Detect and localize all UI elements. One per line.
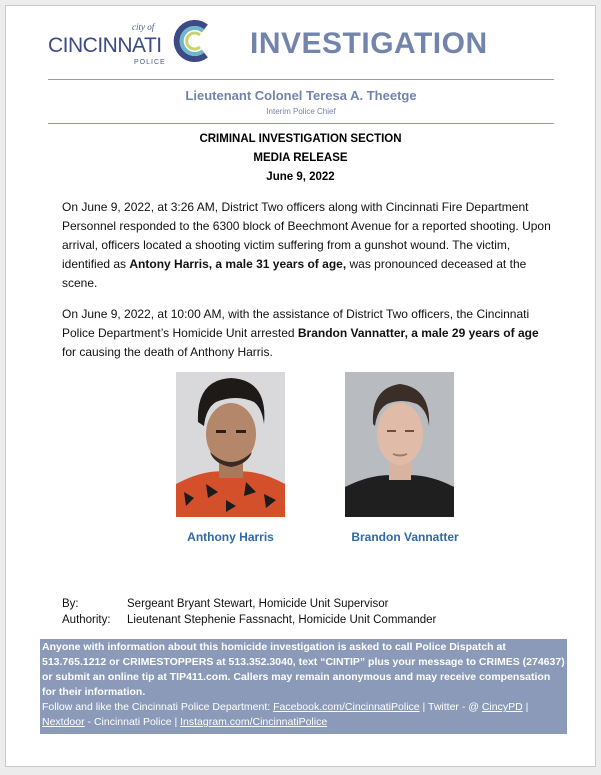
- facebook-link[interactable]: Facebook.com/CincinnatiPolice: [273, 701, 420, 713]
- p1-end: was pronounced deceased at the scene.: [62, 257, 527, 290]
- p1-victim: Antony Harris, a male 31 years of age,: [129, 257, 347, 271]
- logo-c-ring-icon: [170, 18, 216, 64]
- logo-city-of: city of: [132, 22, 155, 32]
- section-title: CRIMINAL INVESTIGATION SECTION: [199, 133, 402, 145]
- sep-2: |: [522, 701, 529, 713]
- follow-prefix: Follow and like the Cincinnati Police Department:: [42, 701, 274, 713]
- by-value: Sergeant Bryant Stewart, Homicide Unit Supervisor: [127, 598, 389, 610]
- header-rule-top: [48, 79, 554, 80]
- caption-brandon-vannatter: Brandon Vannatter: [351, 530, 459, 544]
- sep-3: |: [171, 716, 181, 728]
- p1-text: On June 9, 2022, at 3:26 AM, District Two officers along with Cincinnati Fire Department Personnel responded to the 6300 block of Beechmont Avenue for a reported shooting. Upon arrival, officers located a shooting victim suffering from a gunshot wound. The victim, identified as: [62, 200, 551, 271]
- tip-box: [40, 639, 567, 734]
- cincinnati-police-logo: [48, 20, 218, 70]
- by-label: By:: [62, 598, 79, 610]
- paragraph-arrest: [62, 305, 552, 362]
- nextdoor-rest: - Cincinnati Police: [84, 716, 172, 728]
- chief-title: Interim Police Chief: [266, 107, 336, 116]
- twitter-link[interactable]: CincyPD: [481, 701, 523, 713]
- authority-value: Lieutenant Stephenie Fassnacht, Homicide Unit Commander: [127, 614, 437, 626]
- nextdoor-link[interactable]: Nextdoor: [42, 716, 85, 728]
- header-rule-bottom: [48, 123, 554, 124]
- caption-anthony-harris: Anthony Harris: [187, 530, 274, 544]
- paragraph-incident: [62, 198, 552, 293]
- chief-name: Lieutenant Colonel Teresa A. Theetge: [185, 88, 417, 103]
- photo-anthony-harris: [176, 372, 285, 517]
- instagram-link[interactable]: Instagram.com/CincinnatiPolice: [180, 716, 328, 728]
- p2-suspect: Brandon Vannatter, a male 29 years of age: [297, 326, 539, 340]
- p2-end: for causing the death of Anthony Harris.: [62, 345, 273, 359]
- logo-cincinnati: CINCINNATI: [48, 34, 162, 57]
- tip-text: Anyone with information about this homicide investigation is asked to call Police Dispatch at 513.765.1212 or CRIMESTOPPERS at 513.352.3040, text “CINTIP” plus your message to CRIMES (274637) or submit an online tip at TIP411.com. Callers may remain anonymous and may receive compensation for their information.: [42, 641, 565, 698]
- logo-police: POLICE: [134, 59, 166, 66]
- photo-brandon-vannatter: [345, 372, 454, 517]
- p2-text: On June 9, 2022, at 10:00 AM, with the assistance of District Two officers, the Cincinnati Police Department’s Homicide Unit arrested: [62, 307, 530, 340]
- release-date: June 9, 2022: [266, 171, 335, 183]
- page-title: INVESTIGATION: [250, 27, 488, 60]
- sep-1: | Twitter - @: [419, 701, 482, 713]
- release-type: MEDIA RELEASE: [253, 152, 348, 164]
- authority-label: Authority:: [62, 614, 111, 626]
